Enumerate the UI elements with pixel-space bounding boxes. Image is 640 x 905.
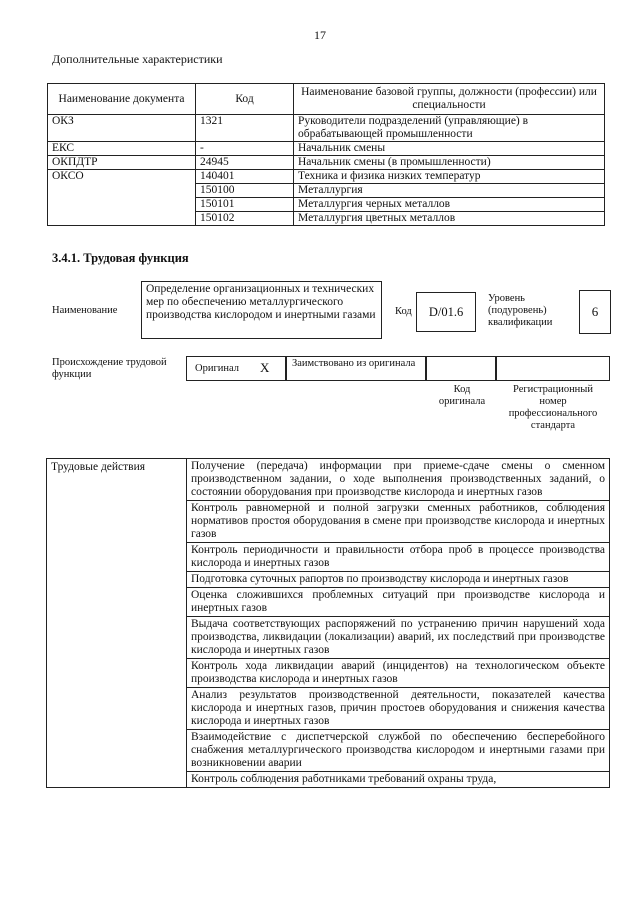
cell-code: 1321 xyxy=(196,115,294,142)
function-code-box: D/01.6 xyxy=(416,292,476,332)
labor-action-item: Контроль периодичности и правильности отбора проб в процессе производства кислорода и инертных газов xyxy=(187,543,610,572)
function-heading: 3.4.1. Трудовая функция xyxy=(52,251,189,265)
labor-action-item: Взаимодействие с диспетчерской службой по обеспечению бесперебойного снабжения металлургического производства кислородом и инертными газами при возникновении аварии xyxy=(187,730,610,772)
additional-table xyxy=(47,83,605,226)
cell-name: Руководители подразделений (управляющие) в обрабатывающей промышленности xyxy=(294,115,605,142)
cell-name: Металлургия xyxy=(294,184,605,198)
additional-heading: Дополнительные характеристики xyxy=(52,52,223,66)
cell-code: 150102 xyxy=(196,212,294,226)
cell-name: Начальник смены xyxy=(294,142,605,156)
table-row xyxy=(48,142,605,156)
table-row xyxy=(48,156,605,170)
cell-doc: ОКЗ xyxy=(48,115,196,142)
reg-number-box xyxy=(496,356,610,381)
original-label: Оригинал xyxy=(195,363,239,374)
labor-action-item: Получение (передача) информации при приеме-сдаче смены о сменном производственном задании, о ходе выполнения производственных заданий, о состоянии оборудования при производстве кислорода и инертных газов xyxy=(187,459,610,501)
original-code-box xyxy=(426,356,496,381)
cell-code: 150100 xyxy=(196,184,294,198)
labor-action-item: Подготовка суточных рапортов по производству кислорода и инертных газов xyxy=(187,572,610,588)
header-code: Код xyxy=(196,84,294,115)
table-row xyxy=(48,115,605,142)
borrowed-label: Заимствовано из оригинала xyxy=(292,358,416,369)
labor-action-item: Анализ результатов производственной деятельности, показателей качества кислорода и инертных газов, причин простоев оборудования и снижения качества кислорода и инертных газов xyxy=(187,688,610,730)
cell-code: - xyxy=(196,142,294,156)
page-number: 17 xyxy=(314,28,326,42)
level-value-box: 6 xyxy=(579,290,611,334)
cell-code: 150101 xyxy=(196,198,294,212)
labor-actions-table xyxy=(46,458,610,788)
table-header-row xyxy=(48,84,605,115)
table-row xyxy=(47,459,610,501)
reg-number-label: Регистрационный номер профессионального стандарта xyxy=(508,384,598,431)
origin-label: Происхождение трудовой функции xyxy=(52,357,167,380)
original-code-label: Код оригинала xyxy=(438,384,486,407)
cell-name: Металлургия цветных металлов xyxy=(294,212,605,226)
labor-action-item: Контроль соблюдения работниками требований охраны труда, xyxy=(187,772,610,788)
table-row xyxy=(48,170,605,184)
level-label: Уровень (подуровень) квалификации xyxy=(488,293,553,328)
code-label: Код xyxy=(395,306,412,317)
cell-name: Металлургия черных металлов xyxy=(294,198,605,212)
cell-doc: ОКПДТР xyxy=(48,156,196,170)
function-name-box: Определение организационных и технических мер по обеспечению металлургического производства кислородом и инертными газами xyxy=(141,281,382,339)
header-name: Наименование базовой группы, должности (профессии) или специальности xyxy=(294,84,605,115)
header-doc: Наименование документа xyxy=(48,84,196,115)
labor-actions-label: Трудовые действия xyxy=(47,459,187,788)
cell-doc: ЕКС xyxy=(48,142,196,156)
cell-code: 140401 xyxy=(196,170,294,184)
cell-code: 24945 xyxy=(196,156,294,170)
name-label: Наименование xyxy=(52,305,118,316)
labor-action-item: Контроль хода ликвидации аварий (инцидентов) на технологическом объекте производства кислорода и инертных газов xyxy=(187,659,610,688)
labor-action-item: Выдача соответствующих распоряжений по устранению причин нарушений хода производства, ликвидации (локализации) аварий, их последствий при производстве кислорода и инертных газов xyxy=(187,617,610,659)
cell-name: Техника и физика низких температур xyxy=(294,170,605,184)
cell-doc: ОКСО xyxy=(48,170,196,226)
cell-name: Начальник смены (в промышленности) xyxy=(294,156,605,170)
original-mark: X xyxy=(260,360,270,375)
labor-action-item: Оценка сложившихся проблемных ситуаций при производстве кислорода и инертных газов xyxy=(187,588,610,617)
labor-action-item: Контроль равномерной и полной загрузки сменных работников, соблюдения нормативов простоя оборудования в смене при производстве кислорода и инертных газов xyxy=(187,501,610,543)
